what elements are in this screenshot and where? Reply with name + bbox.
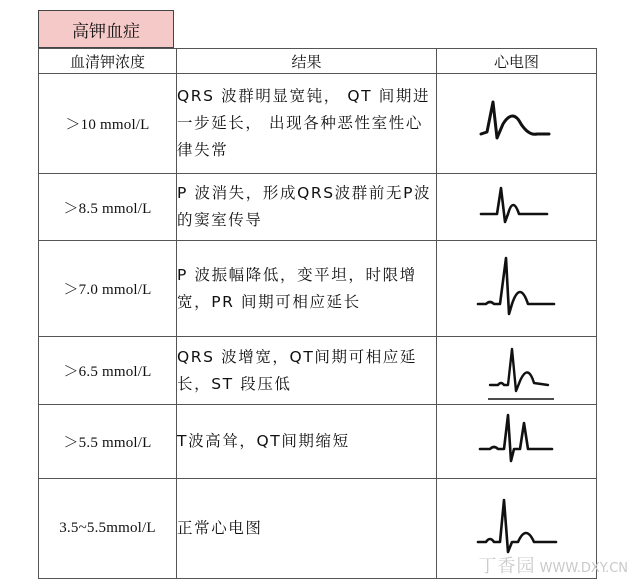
result-cell: QRS 波增宽，QT间期可相应延长，ST 段压低 (177, 337, 437, 405)
concentration-cell: 3.5~5.5mmol/L (39, 479, 177, 579)
concentration-cell: ＞6.5 mmol/L (39, 337, 177, 405)
concentration-cell: ＞10 mmol/L (39, 74, 177, 174)
concentration-cell: ＞8.5 mmol/L (39, 174, 177, 241)
table-title: 高钾血症 (38, 10, 174, 48)
table-row (39, 405, 597, 479)
result-cell: 正常心电图 (177, 479, 437, 579)
ecg-peaked-t-icon (474, 411, 560, 473)
header-ecg: 心电图 (437, 49, 597, 74)
result-cell: T波高耸，QT间期缩短 (177, 405, 437, 479)
ecg-cell (437, 241, 597, 337)
watermark-brand: 丁香园 (478, 556, 536, 577)
concentration-cell: ＞7.0 mmol/L (39, 241, 177, 337)
ecg-flat-p-icon (474, 254, 560, 324)
table-row (39, 241, 597, 337)
watermark (479, 552, 629, 578)
ecg-st-depression-icon (474, 341, 560, 401)
ecg-sinoventricular-icon (477, 180, 557, 234)
watermark-url: WWW.DXY.CN (539, 561, 628, 576)
header-result: 结果 (177, 49, 437, 74)
result-cell: P 波振幅降低，变平坦，时限增宽，PR 间期可相应延长 (177, 241, 437, 337)
ecg-cell (437, 405, 597, 479)
header-row (39, 49, 597, 74)
ecg-cell (437, 74, 597, 174)
result-cell: P 波消失，形成QRS波群前无P波的窦室传导 (177, 174, 437, 241)
table-row (39, 337, 597, 405)
ecg-wide-qrs-icon (477, 94, 557, 154)
table-row (39, 74, 597, 174)
hyperkalemia-table (38, 48, 597, 579)
ecg-cell (437, 337, 597, 405)
ecg-cell (437, 174, 597, 241)
table-row (39, 174, 597, 241)
header-concentration: 血清钾浓度 (39, 49, 177, 74)
result-cell: QRS 波群明显宽钝， QT 间期进一步延长， 出现各种恶性室性心律失常 (177, 74, 437, 174)
concentration-cell: ＞5.5 mmol/L (39, 405, 177, 479)
